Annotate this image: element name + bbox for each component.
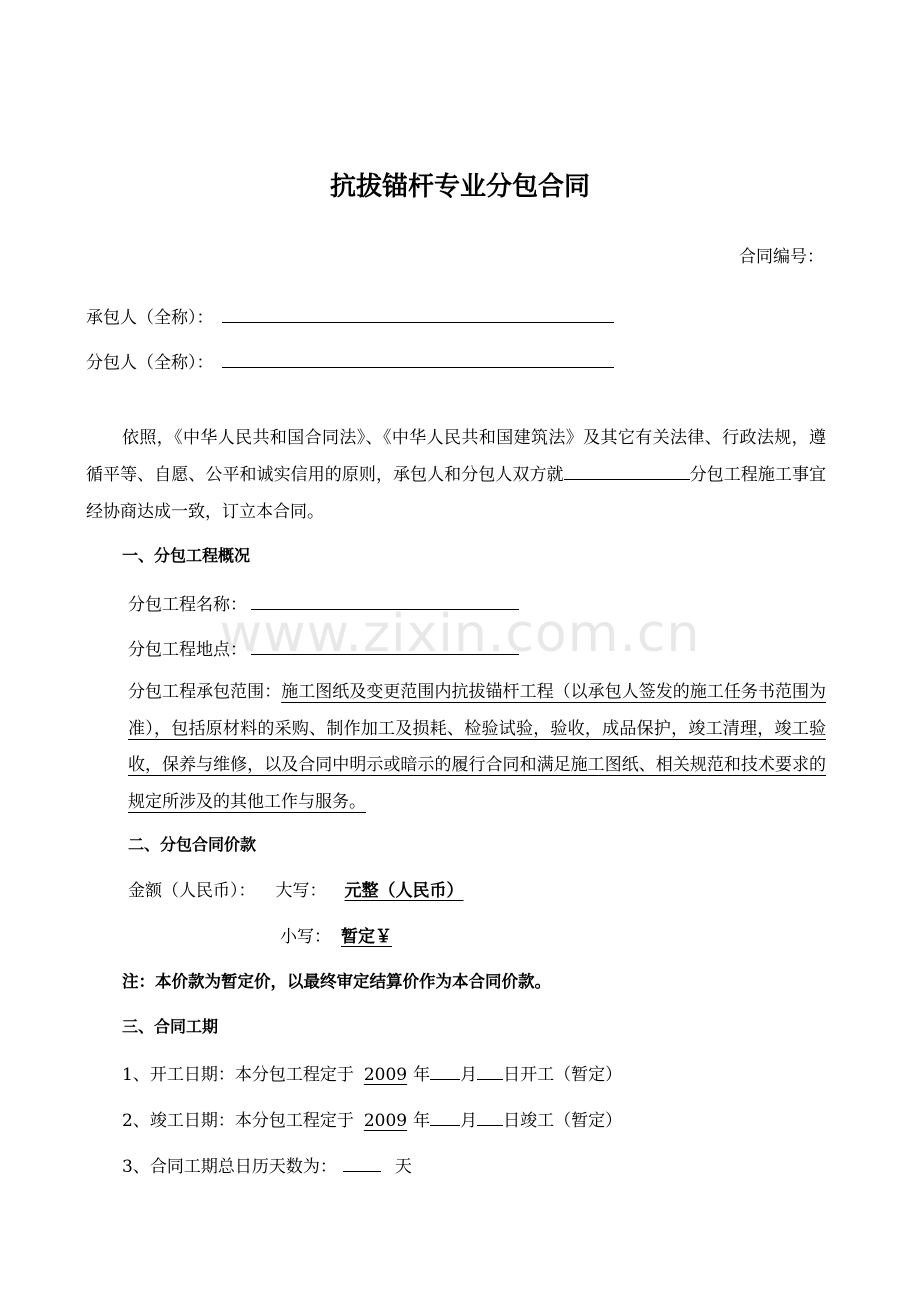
start-year-label: 年 <box>413 1065 431 1085</box>
subcontractor-field <box>86 352 614 372</box>
contract-number-label: 合同编号： <box>739 247 824 267</box>
project-location-label: 分包工程地点： <box>128 640 247 660</box>
preamble-paragraph <box>86 420 826 531</box>
start-month-blank[interactable] <box>430 1064 460 1080</box>
end-date-prefix: 2、竣工日期：本分包工程定于 <box>122 1111 354 1131</box>
end-date-line <box>122 1110 622 1130</box>
total-days-prefix: 3、合同工期总日历天数为： <box>122 1157 337 1177</box>
project-blank[interactable] <box>564 464 690 480</box>
project-name-field <box>128 594 519 614</box>
total-days-blank[interactable] <box>343 1156 381 1172</box>
end-year: 2009 <box>363 1111 408 1131</box>
scope-label: 分包工程承包范围： <box>128 682 282 702</box>
capital-label: 大写： <box>275 881 327 901</box>
project-location-field <box>128 639 519 659</box>
section-2-heading: 二、分包合同价款 <box>128 835 257 854</box>
total-days-suffix: 天 <box>394 1157 412 1177</box>
project-name-blank[interactable] <box>251 594 519 610</box>
end-date-suffix: 日竣工（暂定） <box>503 1111 623 1131</box>
page-title: 抗拔锚杆专业分包合同 <box>329 172 590 202</box>
start-year: 2009 <box>363 1065 408 1085</box>
project-location-blank[interactable] <box>251 639 519 655</box>
amount-label: 金额（人民币）： <box>128 881 256 901</box>
subcontractor-label: 分包人（全称）： <box>86 353 214 373</box>
small-value: 暂定￥ <box>341 927 392 947</box>
watermark: www.zixin.com.cn <box>219 604 701 664</box>
start-date-line <box>122 1064 622 1084</box>
end-year-label: 年 <box>413 1111 431 1131</box>
small-label: 小写： <box>280 927 331 947</box>
end-month-blank[interactable] <box>430 1110 460 1126</box>
subcontractor-blank[interactable] <box>222 352 614 368</box>
start-day-blank[interactable] <box>477 1064 503 1080</box>
scope-paragraph <box>128 674 826 820</box>
total-days-line <box>122 1156 412 1176</box>
capital-value: 元整（人民币） <box>344 881 464 901</box>
preamble-part2: 分包工程施工事宜经协商达成一致，订立本合同。 <box>86 465 827 522</box>
price-note: 注：本价款为暂定价，以最终审定结算价作为本合同价款。 <box>122 972 551 991</box>
amount-small-line <box>280 929 432 946</box>
project-name-label: 分包工程名称： <box>128 595 247 615</box>
amount-capital-line <box>128 883 470 900</box>
section-3-heading: 三、合同工期 <box>122 1017 219 1036</box>
start-date-suffix: 日开工（暂定） <box>503 1065 623 1085</box>
contractor-blank[interactable] <box>222 307 614 323</box>
end-month-label: 月 <box>460 1111 478 1131</box>
start-month-label: 月 <box>460 1065 478 1085</box>
preamble-part1: 依照，《中华人民共和国合同法》、《中华人民共和国建筑法》及其它有关法律、行政法规，遵循平等、自愿、公平和诚实信用的原则，承包人和分包人双方就 <box>86 428 826 485</box>
section-1-heading: 一、分包工程概况 <box>122 546 251 565</box>
contractor-label: 承包人（全称）： <box>86 308 214 328</box>
scope-text: 施工图纸及变更范围内抗拔锚杆工程（以承包人签发的施工任务书范围为准），包括原材料的采购、制作加工及损耗、检验试验，验收，成品保护，竣工清理，竣工验收，保养与维修，以及合同中明示或暗示的履行合同和满足施工图纸、相关规范和技术要求的规定所涉及的其他工作与服务。 <box>128 682 827 812</box>
start-date-prefix: 1、开工日期：本分包工程定于 <box>122 1065 354 1085</box>
end-day-blank[interactable] <box>477 1110 503 1126</box>
contractor-field <box>86 307 614 327</box>
